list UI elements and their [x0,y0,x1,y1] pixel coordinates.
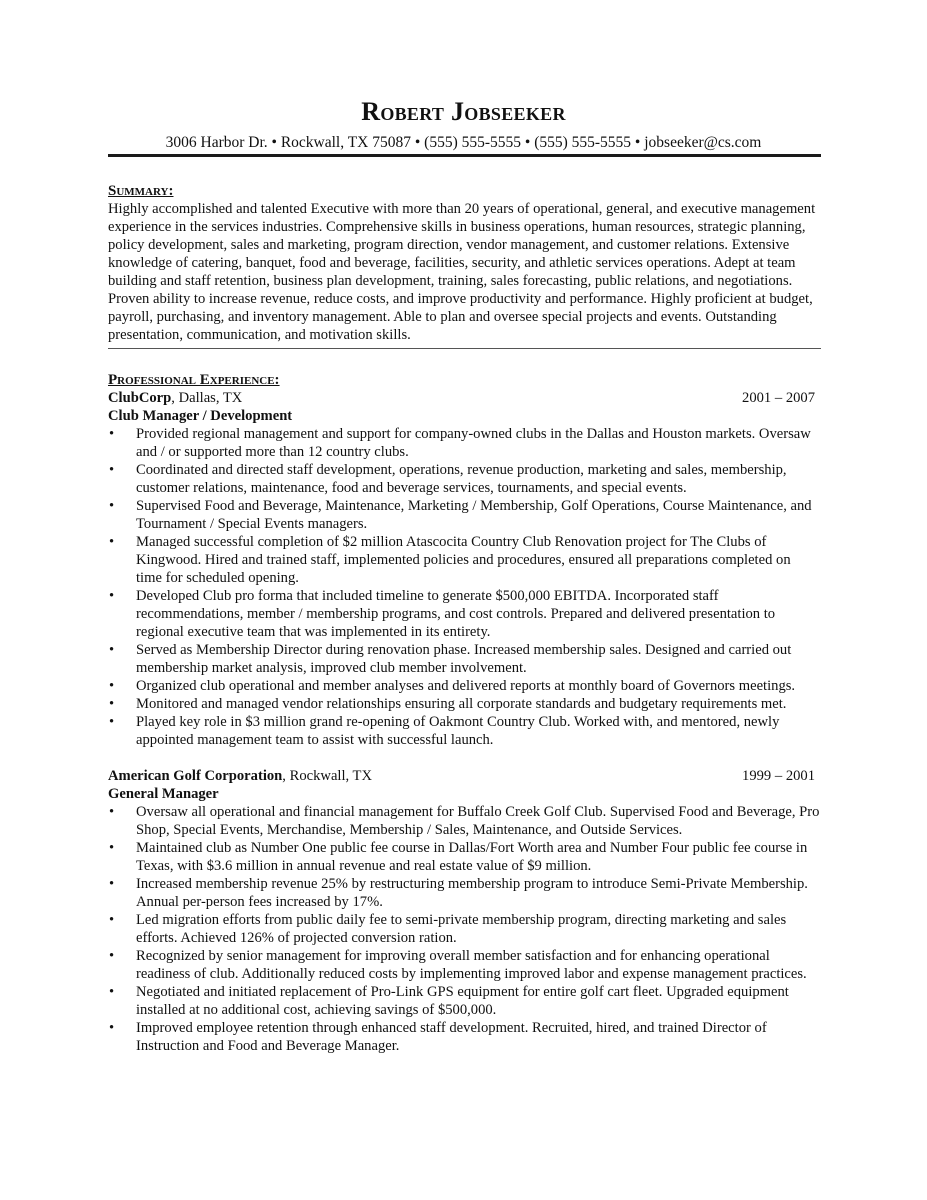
bullet-item: • Improved employee retention through enhanced staff development. Recruited, hired, and trained Director of Instruction and Food and Beverage Manager. [108,1019,820,1055]
job-title: Club Manager / Development [108,408,293,424]
company-name: American Golf Corporation [108,768,283,784]
bullet-item: • Supervised Food and Beverage, Maintenance, Marketing / Membership, Golf Operations, Course Maintenance, and Tournament / Special Events managers. [108,497,820,533]
bullet-item: • Managed successful completion of $2 million Atascocita Country Club Renovation project for The Clubs of Kingwood. Hired and trained staff, implemented policies and procedures, ensured all preparations completed on time for scheduled opening. [108,533,820,587]
bullet-item: • Monitored and managed vendor relationships ensuring all corporate standards and budgetary requirements met. [108,695,820,713]
job-dates: 1999 – 2001 [742,768,815,784]
job-header [108,389,815,407]
summary-heading: Summary: [108,183,174,199]
job-dates: 2001 – 2007 [742,390,815,406]
contact-line: 3006 Harbor Dr. • Rockwall, TX 75087 • (555) 555-5555 • (555) 555-5555 • jobseeker@cs.com [165,134,762,151]
resume-header [0,98,927,152]
experience-heading: Professional Experience: [108,372,280,388]
job-employer [108,767,372,785]
job-header [108,767,815,785]
job-entry-american-golf [108,767,820,1055]
bullet-item: • Coordinated and directed staff development, operations, revenue production, marketing and sales, membership, customer relations, maintenance, food and beverage services, tournaments, and special events. [108,461,820,497]
job-entry-clubcorp [108,389,820,749]
job-employer [108,389,242,407]
job-bullets [108,425,820,749]
experience-section [108,371,820,1055]
job-spacer [108,749,820,767]
bullet-item: • Negotiated and initiated replacement of Pro-Link GPS equipment for entire golf cart fleet. Upgraded equipment installed at no additional cost, achieving savings of $500,000. [108,983,820,1019]
header-divider [108,154,821,157]
bullet-item: • Led migration efforts from public daily fee to semi-private membership program, directing marketing and sales efforts. Achieved 126% of projected conversion ration. [108,911,820,947]
job-bullets [108,803,820,1055]
bullet-item: • Maintained club as Number One public fee course in Dallas/Fort Worth area and Number Four public fee course in Texas, with $3.6 million in annual revenue and real estate value of $9 million. [108,839,820,875]
bullet-item: • Developed Club pro forma that included timeline to generate $500,000 EBITDA. Incorporated staff recommendations, member / membership programs, and cost controls. Prepared and delivered presentation to regional executive team that was implemented in its entirety. [108,587,820,641]
company-location: , Dallas, TX [171,390,243,406]
summary-section [108,182,820,344]
company-location: , Rockwall, TX [282,768,373,784]
job-title: General Manager [108,786,219,802]
section-divider [108,348,821,349]
bullet-item: • Oversaw all operational and financial management for Buffalo Creek Golf Club. Supervised Food and Beverage, Pro Shop, Special Events, Merchandise, Membership / Sales, Maintenance, and Outside Services. [108,803,820,839]
bullet-item: • Played key role in $3 million grand re-opening of Oakmont Country Club. Worked with, and mentored, newly appointed management team to assist with successful launch. [108,713,820,749]
bullet-item: • Provided regional management and support for company-owned clubs in the Dallas and Houston markets. Oversaw and / or supported more than 12 country clubs. [108,425,820,461]
summary-text: Highly accomplished and talented Executive with more than 20 years of operational, general, and executive management experience in the services industries. Comprehensive skills in business operations, human resources, strategic planning, policy development, sales and marketing, program direction, vendor management, and customer relations. Extensive knowledge of catering, banquet, food and beverage, facilities, security, and athletic services operations. Adept at team building and staff retention, business plan development, training, sales forecasting, public relations, and negotiations. Proven ability to increase revenue, reduce costs, and improve productivity and performance. Highly proficient at budget, payroll, purchasing, and inventory management. Able to plan and oversee special projects and events. Outstanding presentation, communication, and motivation skills. [108,201,816,343]
bullet-item: • Organized club operational and member analyses and delivered reports at monthly board of Governors meetings. [108,677,820,695]
company-name: ClubCorp [108,390,172,406]
bullet-item: • Recognized by senior management for improving overall member satisfaction and for enhancing operational readiness of club. Additionally reduced costs by implementing improved labor and expense management practices. [108,947,820,983]
candidate-name: Robert Jobseeker [361,97,566,126]
bullet-item: • Increased membership revenue 25% by restructuring membership program to introduce Semi-Private Membership. Annual per-person fees increased by 17%. [108,875,820,911]
bullet-item: • Served as Membership Director during renovation phase. Increased membership sales. Designed and carried out membership market analysis, improved club member involvement. [108,641,820,677]
